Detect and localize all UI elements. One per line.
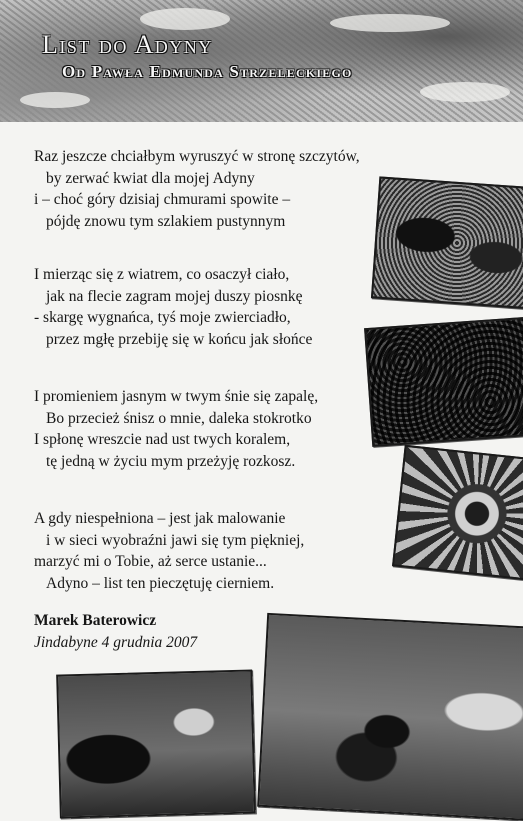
- poem-line: pójdę znowu tym szlakiem pustynnym: [46, 212, 286, 230]
- poem-line: marzyć mi o Tobie, aż serce ustanie...: [34, 553, 267, 570]
- photo-interior-scene: [56, 669, 256, 818]
- page-subtitle: Od Pawła Edmunda Strzeleckiego: [62, 62, 353, 81]
- header-texture: [330, 14, 450, 32]
- poem-line: I mierząc się z wiatrem, co osaczył ciało,: [34, 266, 290, 283]
- header-texture: [20, 92, 90, 108]
- page-title: List do Adyny: [42, 30, 213, 59]
- poem-line: I promieniem jasnym w twym śnie się zapalę,: [34, 388, 319, 405]
- poem-stanza-2: [34, 264, 312, 350]
- poem-line: A gdy niespełniona – jest jak malowanie: [34, 510, 286, 527]
- poem-line: jak na flecie zagram mojej duszy piosnkę: [46, 287, 303, 305]
- poem-stanza-4: [34, 508, 304, 594]
- poem-line: Bo przecież śnisz o mnie, daleka stokrotko: [46, 409, 312, 427]
- header-banner: [0, 0, 523, 122]
- poem-line: i w sieci wyobraźni jawi się tym piękniej,: [46, 531, 305, 549]
- header-texture: [140, 8, 230, 30]
- photo-sunflower: [392, 445, 523, 581]
- poem-stanza-1: [34, 146, 360, 232]
- poem-line: by zerwać kwiat dla mojej Adyny: [46, 169, 255, 187]
- poem-line: Raz jeszcze chciałbym wyruszyć w stronę szczytów,: [34, 148, 360, 165]
- photo-people-gathering: [257, 613, 523, 821]
- poem-line: I spłonę wreszcie nad ust twych koralem,: [34, 431, 291, 448]
- place-date: Jindabyne 4 grudnia 2007: [34, 634, 198, 651]
- header-texture: [420, 82, 510, 102]
- poem-line: i – choć góry dzisiaj chmurami spowite –: [34, 191, 291, 208]
- poem-line: tę jedną w życiu mym przeżyję rozkosz.: [46, 452, 296, 470]
- poem-line: przez mgłę przebiję się w końcu jak słońce: [46, 330, 313, 348]
- photo-figures-indoor: [371, 176, 523, 309]
- photo-daisy-flowers: [364, 316, 523, 447]
- poem-stanza-3: [34, 386, 318, 472]
- author-name: Marek Baterowicz: [34, 612, 157, 629]
- poem-line: - skargę wygnańca, tyś moje zwierciadło,: [34, 309, 291, 326]
- poem-line: Adyno – list ten pieczętuję cierniem.: [46, 574, 275, 592]
